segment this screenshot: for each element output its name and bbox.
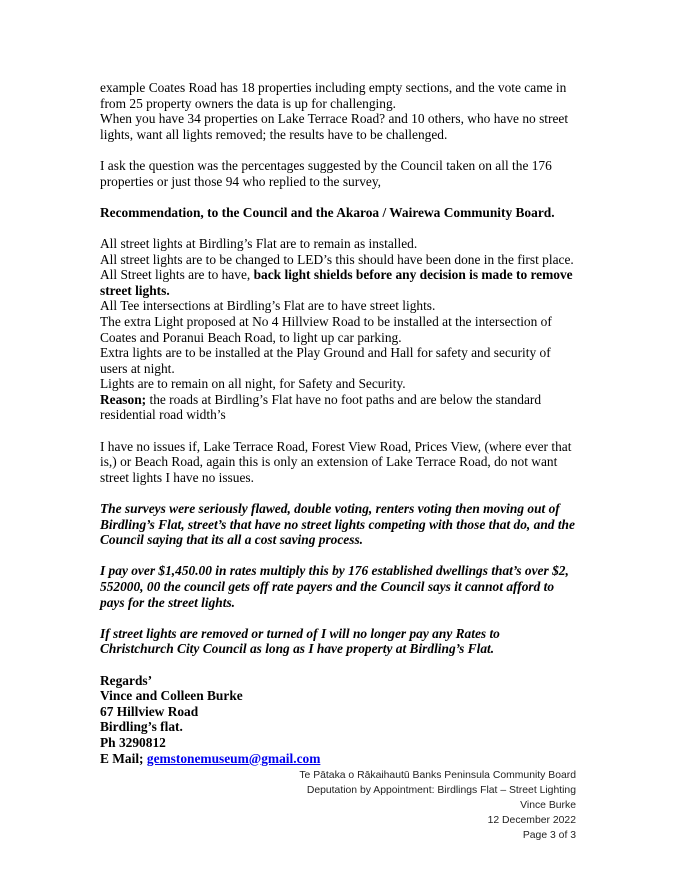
reason-label: Reason;: [100, 391, 147, 407]
recommendation-shields: [100, 267, 576, 298]
email-link[interactable]: gemstonemuseum@gmail.com: [146, 750, 321, 766]
page-footer: [299, 768, 576, 843]
paragraph-coates-road: example Coates Road has 18 properties including empty sections, and the vote came in from 25 property owners the data is up for challenging.: [100, 80, 567, 111]
reason-text: the roads at Birdling’s Flat have no foot paths and are below the standard residential road width’s: [100, 391, 542, 423]
reason-paragraph: [100, 392, 576, 423]
statement-rates: I pay over $1,450.00 in rates multiply this by 176 established dwellings that’s over $2, 552000, 00 the council gets off rate payers and the Council says it cannot afford to pays for the street lights.: [100, 563, 569, 610]
signoff-email-line: [100, 751, 576, 767]
footer-deputation: Deputation by Appointment: Birdlings Flat – Street Lighting: [306, 785, 576, 796]
signoff-address: 67 Hillview Road: [100, 703, 199, 719]
signoff-names: Vince and Colleen Burke: [100, 688, 243, 704]
signoff-locality: Birdling’s flat.: [100, 719, 183, 735]
paragraph-lake-terrace: When you have 34 properties on Lake Terrace Road? and 10 others, who have no street lights, want all lights removed; the results have to be challenged.: [100, 111, 569, 142]
recommendation-all-night: Lights are to remain on all night, for Safety and Security.: [100, 376, 406, 392]
recommendation-shields-bold: back light shields before any decision is made to remove street lights.: [100, 267, 573, 298]
recommendation-tee-intersections: All Tee intersections at Birdling’s Flat are to have street lights.: [100, 298, 436, 314]
recommendation-playground: Extra lights are to be installed at the Play Ground and Hall for safety and security of users at night.: [100, 345, 551, 376]
footer-date: 12 December 2022: [487, 815, 576, 826]
statement-stop-paying: If street lights are removed or turned of I will no longer pay any Rates to Christchurch City Council as long as I have property at Birdling’s Flat.: [100, 625, 500, 657]
recommendation-heading: Recommendation, to the Council and the Akaroa / Wairewa Community Board.: [100, 204, 555, 220]
footer-author: Vince Burke: [520, 800, 576, 811]
signoff-phone: Ph 3290812: [100, 734, 166, 750]
footer-board-name: Te Pātaka o Rākaihautū Banks Peninsula Community Board: [299, 770, 576, 781]
recommendation-shields-plain: All Street lights are to have,: [100, 267, 254, 283]
paragraph-no-issues: I have no issues if, Lake Terrace Road, Forest View Road, Prices View, (where ever that is,) or Beach Road, again this is only an extension of Lake Terrace Road, do not want street lights I have no issues.: [100, 438, 572, 485]
recommendation-led: All street lights are to be changed to LED’s this should have been done in the first place.: [100, 251, 574, 267]
recommendation-extra-light: The extra Light proposed at No 4 Hillview Road to be installed at the intersection of Coates and Poranui Beach Road, to light up car parking.: [100, 313, 552, 345]
paragraph-percentages-question: I ask the question was the percentages suggested by the Council taken on all the 176 properties or just those 94 who replied to the survey,: [100, 157, 552, 189]
email-label: E Mail;: [100, 750, 147, 766]
footer-page-number: Page 3 of 3: [522, 830, 576, 841]
recommendation-remain-installed: All street lights at Birdling’s Flat are to remain as installed.: [100, 235, 418, 251]
signoff-regards: Regards’: [100, 672, 153, 688]
statement-surveys-flawed: The surveys were seriously flawed, double voting, renters voting then moving out of Birdling’s Flat, street’s that have no street lights competing with those that do, and the Council saying that its all a cost saving process.: [100, 501, 575, 548]
letter-body: [100, 80, 576, 766]
